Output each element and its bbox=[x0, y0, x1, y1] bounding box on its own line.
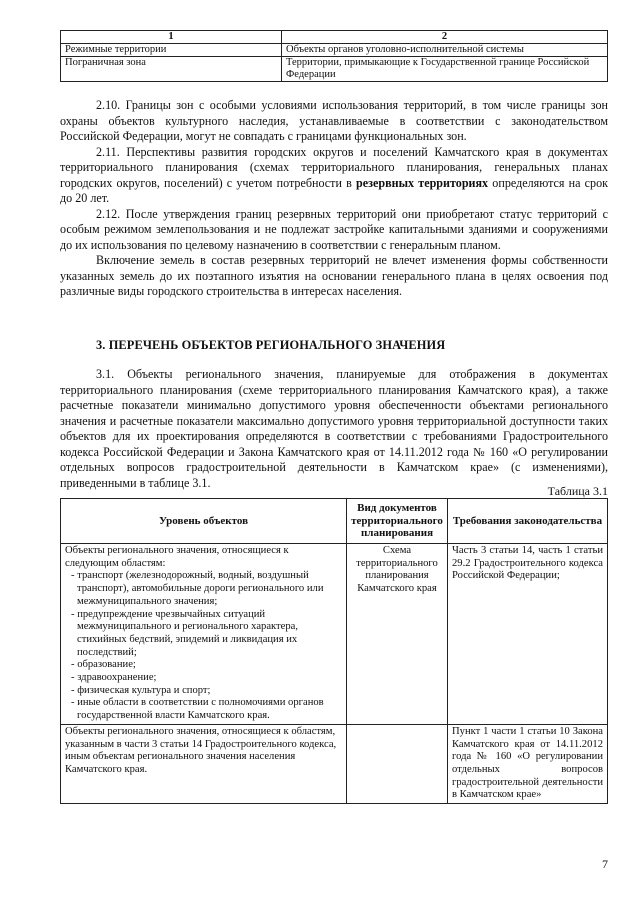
table-row bbox=[61, 44, 608, 57]
list-item: - образование; bbox=[65, 659, 342, 672]
paragraph-2-10: 2.10. Границы зон с особыми условиями использования территорий, в том числе границы зон охраны объектов культурного наследия, устанавливаемые в соответствии с законодательством Российской Федерации, могут не совпадать с границами функциональных зон. bbox=[60, 98, 608, 143]
document-type-cell bbox=[347, 724, 448, 803]
page-number: 7 bbox=[602, 857, 608, 871]
objects-table-header bbox=[61, 499, 608, 544]
zones-header-col2: 2 bbox=[282, 31, 608, 44]
zone-objects-cell: Объекты органов уголовно-исполнительной системы bbox=[282, 44, 608, 57]
zones-table-header bbox=[61, 31, 608, 44]
paragraph-2-12: 2.12. После утверждения границ резервных территорий они приобретают статус территорий с особым режимом землепользования и не подлежат застройке капитальными зданиями и сооружениями до их использования по целевому назначению в соответствии с генеральным планом. bbox=[60, 206, 608, 252]
paragraph-3-1: 3.1. Объекты регионального значения, планируемые для отображения в документах территориального планирования (схеме территориального планирования Камчатского края), а также расчетные показатели минимально допустимого уровня обеспеченности объектами регионального значения и расчетные показатели максимально допустимого уровня территориальной доступности таких объектов для их проектирования определяются в соответствии с требованиями Градостроительного кодекса Российской Федерации и Закона Камчатского края от 14.11.2012 года № 160 «О регулировании отдельных вопросов градостроительной деятельности в Камчатском крае» (с изменениями), приведенными в таблице 3.1. bbox=[60, 367, 608, 490]
zone-type-cell: Пограничная зона bbox=[61, 57, 282, 82]
legal-requirements-cell: Часть 3 статьи 14, часть 1 статьи 29.2 Градостроительного кодекса Российской Федерации; bbox=[448, 544, 608, 725]
objects-areas-list bbox=[65, 570, 342, 722]
list-item: - физическая культура и спорт; bbox=[65, 685, 342, 698]
paragraph-2-11-text-a: 2.11. Перспективы развития городских округов и поселений Камчатского края в документах территориального планирования (схемах территориального планирования, генеральных планах городских округов, поселений) с учетом потребности в bbox=[60, 144, 608, 190]
objects-level-cell: Объекты регионального значения, относящиеся к областям, указанным в части 3 статьи 14 Градостроительного кодекса, иным объектам регионального значения населения Камчатского края. bbox=[61, 724, 347, 803]
paragraph-2-11 bbox=[60, 145, 608, 207]
objects-level-intro: Объекты регионального значения, относящиеся к следующим областям: bbox=[65, 545, 289, 569]
table-row bbox=[61, 724, 608, 803]
zone-type-cell: Режимные территории bbox=[61, 44, 282, 57]
document-type-cell: Схема территориального планирования Камчатского края bbox=[347, 544, 448, 725]
table-caption: Таблица 3.1 bbox=[547, 484, 608, 498]
header-legal-requirements: Требования законодательства bbox=[448, 499, 608, 544]
section-heading: 3. ПЕРЕЧЕНЬ ОБЪЕКТОВ РЕГИОНАЛЬНОГО ЗНАЧЕНИЯ bbox=[96, 338, 446, 352]
zone-objects-cell: Территории, примыкающие к Государственной границе Российской Федерации bbox=[282, 57, 608, 82]
text-block-3-1 bbox=[60, 367, 608, 491]
zones-header-col1: 1 bbox=[61, 31, 282, 44]
list-item: - транспорт (железнодорожный, водный, воздушный транспорт), автомобильные дороги регионального или межмуниципального значения; bbox=[65, 570, 342, 608]
text-block-2-10-to-inclusion bbox=[60, 98, 608, 300]
list-item: - здравоохранение; bbox=[65, 672, 342, 685]
legal-requirements-cell: Пункт 1 части 1 статьи 10 Закона Камчатского края от 14.11.2012 года № 160 «О регулировании отдельных вопросов градостроительной деятельности в Камчатском крае» bbox=[448, 724, 608, 803]
regional-objects-table bbox=[60, 498, 608, 804]
list-item: - предупреждение чрезвычайных ситуаций межмуниципального и регионального характера, стихийных бедствий, эпидемий и ликвидация их последствий; bbox=[65, 609, 342, 660]
paragraph-inclusion: Включение земель в состав резервных территорий не влечет изменения формы собственности указанных земель до их поэтапного изъятия на основании генерального плана в целях освоения под различные виды городского строительства в интересах населения. bbox=[60, 253, 608, 298]
reserve-territories-term: резервных территориях bbox=[356, 175, 489, 190]
list-item: - иные области в соответствии с полномочиями органов государственной власти Камчатского края. bbox=[65, 697, 342, 722]
header-objects-level: Уровень объектов bbox=[61, 499, 347, 544]
objects-level-cell bbox=[61, 544, 347, 725]
table-row bbox=[61, 544, 608, 725]
header-document-type: Вид документов территориального планирования bbox=[347, 499, 448, 544]
zones-table bbox=[60, 30, 608, 82]
table-row bbox=[61, 57, 608, 82]
paragraph-2-11-text-b: определяются на срок до 20 лет. bbox=[60, 175, 608, 205]
